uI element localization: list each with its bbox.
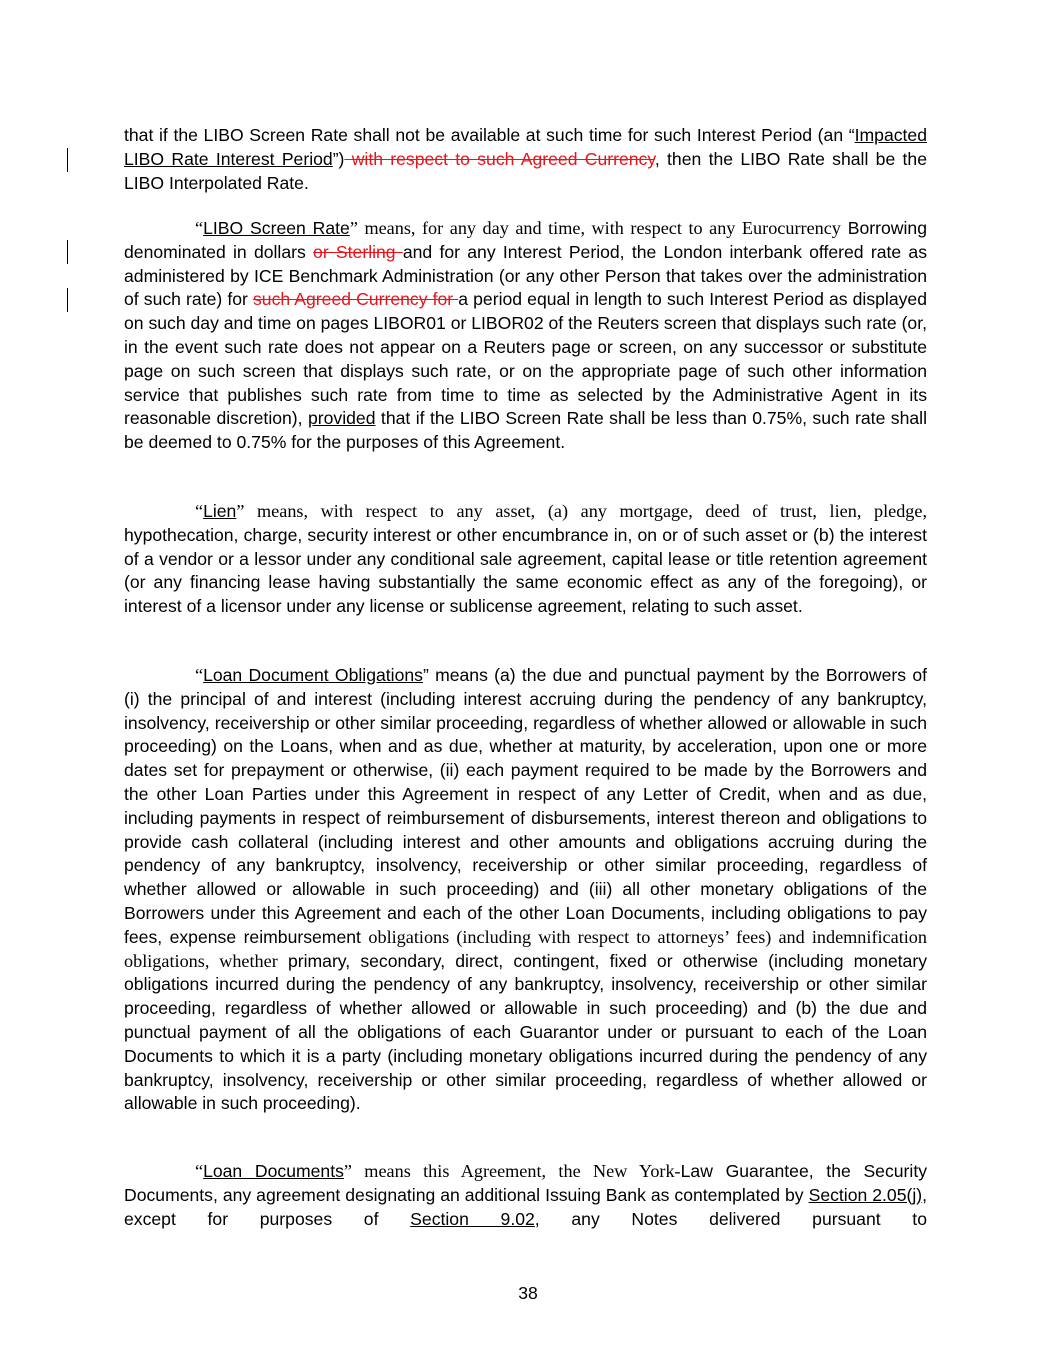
defined-term-libo-screen-rate: LIBO Screen Rate <box>203 218 350 238</box>
paragraph-lien <box>124 500 927 619</box>
text: ” means, for any day and time, with respect to any Eurocurrency <box>349 218 841 238</box>
text: ”) <box>332 148 345 169</box>
defined-term-impacted-libo-rate-interest-period: Impacted LIBO Rate Interest Period <box>124 125 927 169</box>
defined-term-lien: Lien <box>203 501 237 521</box>
text: ” means this Agreement, the New York- <box>343 1161 681 1181</box>
open-quote: “ <box>195 665 204 685</box>
deleted-text: or Sterling <box>313 241 403 262</box>
text: obligations (including with respect to attorneys’ fees) and indemnification obligations, whether <box>124 926 927 971</box>
text: that if the LIBO Screen Rate shall be less than 0.75%, such rate shall be deemed to 0.75% for the purposes of this Agreement. <box>124 408 927 453</box>
defined-term-loan-document-obligations: Loan Document Obligations <box>203 665 423 685</box>
text: ” means (a) the due and punctual payment by the Borrowers of (i) the principal of and interest (including interest accruing during the pendency of any bankruptcy, insolvency, receivership or other similar proceeding, regardless of whether allowed or allowable in such proceeding) on the Loans, when and as due, whether at maturity, by acceleration, upon one or more dates set for prepayment or otherwise, (ii) each payment required to be made by the Borrowers and the other Loan Parties under this Agreement in respect of any Letter of Credit, when and as due, including payments in respect of reimbursement of disbursements, interest thereon and obligations to provide cash collateral (including interest and other amounts and obligations accruing during the pendency of any bankruptcy, insolvency, receivership or other similar proceeding, regardless of whether allowed or allowable in such proceeding) and (iii) all other monetary obligations of the Borrowers under this Agreement and each of the other Loan Documents, including obligations to pay fees, expense reimbursement <box>124 665 928 947</box>
text: and for any Interest Period, the London interbank offered rate as administered by ICE Benchmark Administration (or any other Person that takes over the administration of such rate) for <box>124 241 928 310</box>
deleted-text: such Agreed Currency for <box>252 289 459 310</box>
open-quote: “ <box>195 501 204 521</box>
text: , any Notes delivered pursuant to <box>534 1208 927 1229</box>
text: Law Guarantee, the Security Documents, any agreement designating an additional Issuing Bank as contemplated by <box>124 1161 928 1205</box>
section-reference-2-05-j: Section 2.05(j) <box>808 1184 923 1205</box>
provided-term: provided <box>307 408 376 429</box>
text: Borrowing denominated in dollars <box>124 218 927 262</box>
change-bar <box>67 288 68 312</box>
open-quote: “ <box>195 1161 204 1181</box>
paragraph-libo-rate-continuation <box>124 124 927 195</box>
paragraph-loan-document-obligations <box>124 664 927 1116</box>
text: hypothecation, charge, security interest or other encumbrance in, on or of such asset or (b) the interest of a vendor or a lessor under any conditional sale agreement, capital lease or title retention agreement (or any financing lease having substantially the same economic effect as any of the foregoing), or interest of a licensor under any license or sublicense agreement, relating to such asset. <box>124 524 927 617</box>
deleted-text: with respect to such Agreed Currency <box>344 148 655 169</box>
section-reference-9-02: Section 9.02 <box>410 1208 535 1229</box>
text: , except for purposes of <box>124 1184 927 1229</box>
text: ” means, with respect to any asset, (a) any mortgage, deed of trust, lien, pledge, <box>236 501 927 521</box>
change-bar <box>67 148 68 172</box>
defined-term-loan-documents: Loan Documents <box>203 1161 344 1181</box>
paragraph-loan-documents <box>124 1160 927 1231</box>
text: primary, secondary, direct, contingent, fixed or otherwise (including monetary obligations incurred during the pendency of any bankruptcy, insolvency, receivership or other similar proceeding, regardless of whether allowed or allowable in such proceeding) and (b) the due and punctual payment of all the obligations of each Guarantor under or pursuant to each of the Loan Documents to which it is a party (including monetary obligations incurred during the pendency of any bankruptcy, insolvency, receivership or other similar proceeding, regardless of whether allowed or allowable in such proceeding). <box>124 950 927 1114</box>
text: , then the LIBO Rate shall be the LIBO Interpolated Rate. <box>124 148 927 193</box>
open-quote: “ <box>195 218 204 238</box>
page-number: 38 <box>518 1283 538 1303</box>
text: that if the LIBO Screen Rate shall not be available at such time for such Interest Period (an “ <box>124 125 855 145</box>
paragraph-libo-screen-rate <box>124 217 927 455</box>
text: a period equal in length to such Interest Period as displayed on such day and time on pages LIBOR01 or LIBOR02 of the Reuters screen that displays such rate (or, in the event such rate does not appear on a Reuters page or screen, on any successor or substitute page on such screen that displays such rate, or on the appropriate page of such other information service that publishes such rate from time to time as selected by the Administrative Agent in its reasonable discretion), <box>124 289 927 429</box>
change-bar <box>67 240 68 264</box>
